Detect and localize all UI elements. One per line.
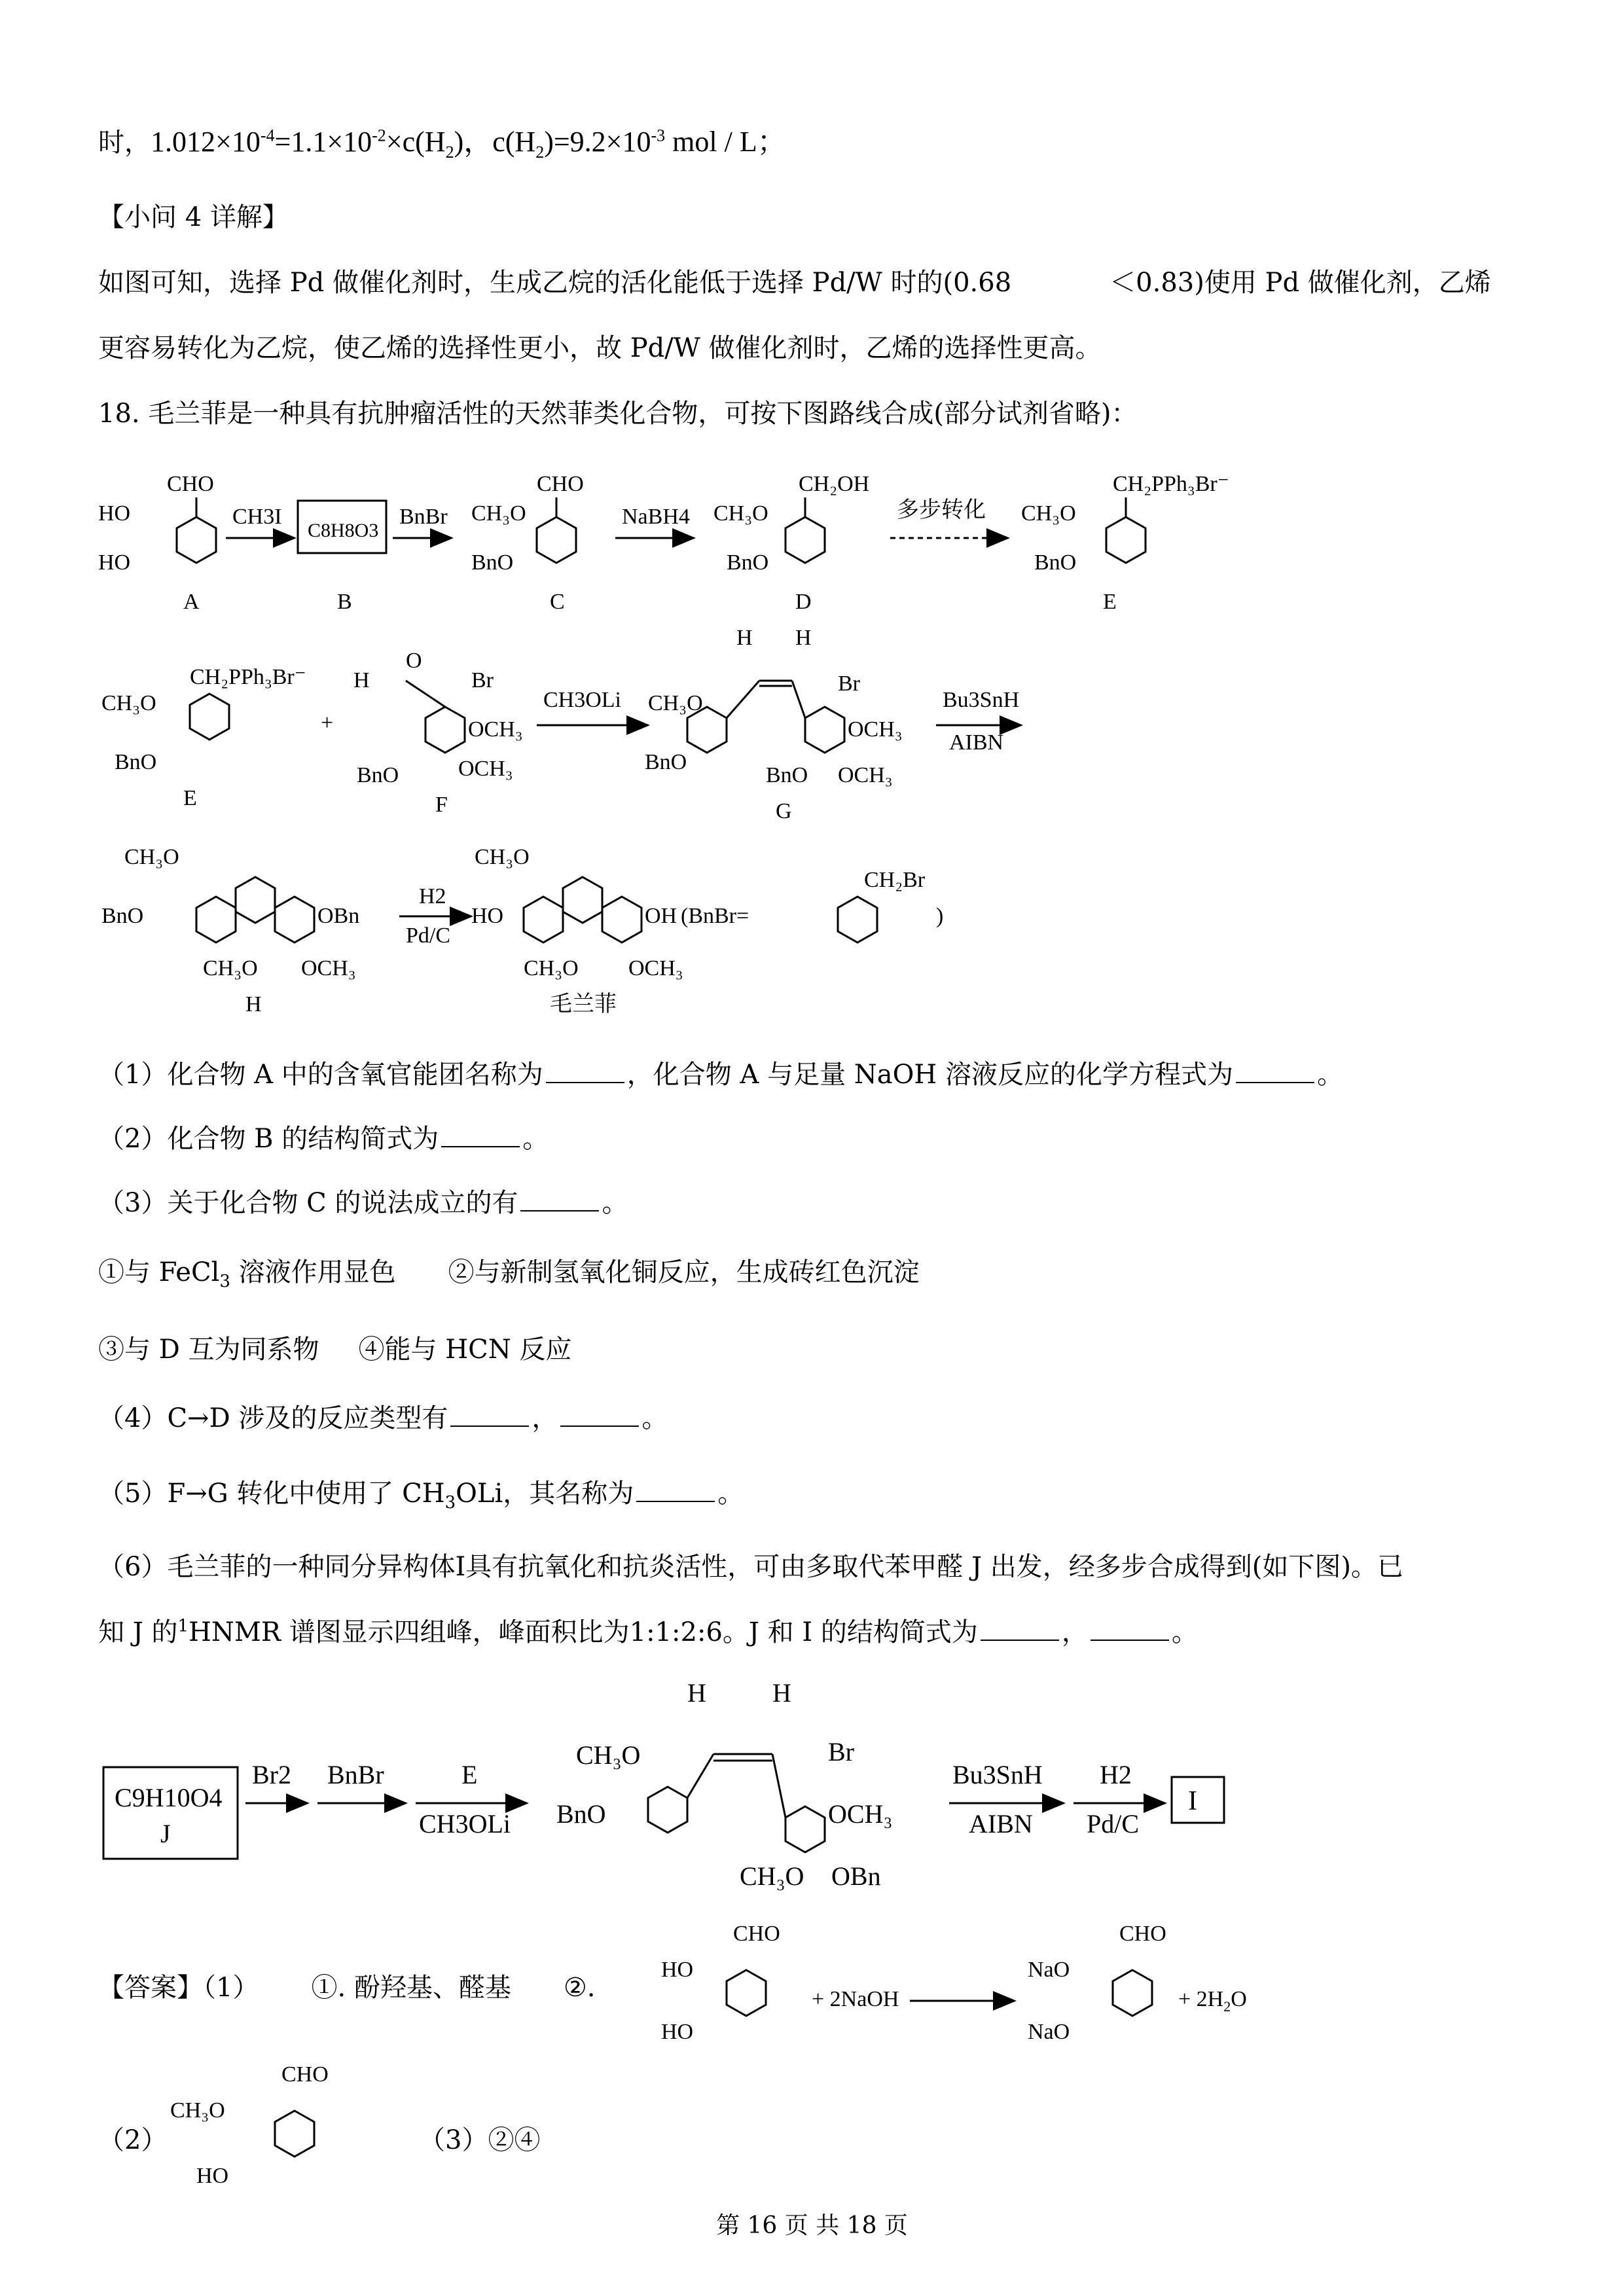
G-och3b: OCH₃ [848, 717, 903, 742]
I-label: I [1188, 1786, 1197, 1816]
ring-H3 [275, 897, 314, 942]
ring-C [537, 517, 576, 563]
text: ④能与 HCN 反应 [358, 1335, 572, 1365]
M-och3b: OCH₃ [628, 956, 683, 980]
ring-M2 [563, 877, 602, 923]
s2-h1: H [687, 1678, 706, 1708]
eq: =1.1×10 [274, 126, 372, 158]
ans2-cho: CHO [281, 2062, 329, 2087]
E2-bno: BnO [115, 750, 157, 774]
sub: 2 [535, 142, 545, 162]
reagent-aibn: AIBN [949, 730, 1004, 755]
F-och3b: OCH₃ [458, 757, 513, 781]
label-B: B [337, 590, 352, 614]
text: （4）C→D 涉及的反应类型有 [98, 1403, 448, 1433]
G-och3: CH₃O [648, 691, 703, 715]
G-bno2: BnO [766, 763, 808, 787]
ring-H1 [196, 897, 236, 942]
label-E2: E [183, 786, 197, 810]
q5-line: （5）F→G 转化中使用了 $CH_3OLi$，其名称为 。 [98, 1479, 744, 1513]
ring-ans2 [1113, 1970, 1152, 2016]
D-ch2oh: CH₂OH [799, 472, 870, 496]
A-cho: CHO [167, 472, 214, 496]
J-formula: C9H10O4 [115, 1783, 223, 1812]
eq: )=9.2×10 [544, 126, 651, 158]
H-obn: OBn [317, 904, 360, 928]
reagent-bnbr: BnBr [399, 505, 448, 529]
s2-bno: BnO [556, 1799, 606, 1829]
ans-plus-h2o: + $2H_2O$ [1178, 1987, 1247, 2015]
reagent-bnbr2: BnBr [327, 1760, 384, 1789]
text: ③与 D 互为同系物 [98, 1335, 319, 1365]
text: HNMR 谱图显示四组峰，峰面积比为1:1:2:6。J 和 I 的结构简式为 [189, 1617, 978, 1647]
exp: -4 [260, 126, 275, 145]
G-h1: H [736, 626, 753, 650]
reagent-bu3snh2: Bu3SnH [952, 1760, 1043, 1789]
text: 【答案】（1） [98, 1973, 259, 2003]
subq4-text2: 更容易转化为乙烷，使乙烯的选择性更小，故 Pd/W 做催化剂时，乙烯的选择性更高。 [98, 333, 1102, 363]
reagent-h2b: H2 [1100, 1760, 1132, 1789]
text: （3）关于化合物 C 的说法成立的有 [98, 1188, 518, 1218]
F-h: H [353, 668, 370, 692]
reagent-aibn2: AIBN [969, 1809, 1033, 1839]
ans2-och3: CH₃O [170, 2098, 225, 2123]
G-h2: H [795, 626, 812, 650]
eq: 1.012×10 [151, 126, 261, 158]
ans-ho1: HO [661, 1958, 694, 1982]
D-och3: CH₃O [713, 501, 768, 526]
text: 知 J 的 [98, 1617, 178, 1647]
text: （2）化合物 B 的结构简式为 [98, 1124, 439, 1154]
s2-och3: CH₃O [576, 1740, 641, 1770]
reagent-multistep: 多步转化 [897, 498, 986, 522]
s2-h2: H [772, 1678, 791, 1708]
reagent-pdc2: Pd/C [1087, 1809, 1140, 1839]
reagent-ch3i: CH3I [232, 505, 282, 529]
label-E: E [1103, 590, 1117, 614]
q6-line2: 知 J 的$^1$HNMR 谱图显示四组峰，峰面积比为1:1:2:6。J 和 I 的结构简式为 ， 。 [98, 1616, 1198, 1647]
M-ho: HO [471, 904, 504, 928]
subq4-header: 【小问 4 详解】 [98, 202, 289, 232]
J-label: J [160, 1819, 171, 1848]
label-G: G [776, 799, 792, 823]
E-och3: CH₃O [1021, 501, 1076, 526]
ring-F [425, 707, 465, 753]
reagent-nabh4: NaBH4 [622, 505, 690, 529]
bnbr-ch2br: CH₂Br [864, 868, 926, 892]
q6-line1: （6）毛兰菲的一种同分异构体I具有抗氧化和抗炎活性，可由多取代苯甲醛 J 出发，经多步合成得到(如下图)。已 [98, 1552, 1403, 1582]
eq: mol / L； [665, 126, 786, 158]
text: ②. [563, 1973, 596, 2003]
reagent-ch3oli2: CH3OLi [419, 1809, 511, 1839]
ring-s2b [785, 1806, 825, 1852]
q3-line: （3）关于化合物 C 的说法成立的有 。 [98, 1188, 628, 1218]
reagent-bu3snh: Bu3SnH [943, 688, 1020, 712]
s2-ch3o: CH₃O [740, 1861, 804, 1891]
ans-cho: CHO [733, 1922, 780, 1946]
text: ，化合物 A 与足量 NaOH 溶液反应的化学方程式为 [626, 1060, 1234, 1090]
text: 时， [98, 128, 151, 158]
D-bno: BnO [727, 550, 769, 575]
ans-nao1: NaO [1028, 1958, 1070, 1982]
bnbr-def: (BnBr= [681, 904, 749, 928]
reagent-pdc: Pd/C [406, 924, 451, 948]
A-ho1: HO [98, 501, 131, 526]
ans-plus-naoh: + 2NaOH [812, 1987, 899, 2011]
text: ②与新制氢氧化铜反应，生成砖红色沉淀 [448, 1257, 920, 1287]
eq: c(H [492, 126, 536, 158]
eq: )， [454, 126, 493, 158]
G-bno: BnO [645, 750, 687, 774]
text: ①与 FeCl [98, 1257, 220, 1287]
ans-nao2: NaO [1028, 2020, 1070, 2044]
text: （5）F→G 转化中使用了 CH [98, 1479, 445, 1509]
C-och3: CH₃O [471, 501, 526, 526]
ans-cho2: CHO [1119, 1922, 1166, 1946]
H-och3b: OCH₃ [301, 956, 356, 980]
F-bno: BnO [357, 763, 399, 787]
H-och3: CH₃O [124, 845, 179, 869]
q2-line: （2）化合物 B 的结构简式为 。 [98, 1124, 549, 1154]
C-cho: CHO [537, 472, 584, 496]
s2-obn: OBn [831, 1861, 881, 1891]
M-oh: OH [645, 904, 677, 928]
answer-part3: （3）②④ [419, 2125, 541, 2155]
text: 如图可知，选择 Pd 做催化剂时，生成乙烷的活化能低于选择 Pd/W 时的(0.68 [98, 268, 1012, 298]
E-ch2pph3: CH₂PPh₃Br⁻ [1113, 472, 1229, 496]
text: （1）化合物 A 中的含氧官能团名称为 [98, 1060, 543, 1090]
sub: 2 [445, 142, 454, 162]
eq: ×c(H [386, 126, 446, 158]
bnbr-close: ) [936, 904, 944, 928]
F-och3a: OCH₃ [468, 717, 523, 742]
ring-s2a [648, 1787, 687, 1833]
text: ＜0.83) [1110, 268, 1204, 298]
ring-M3 [602, 897, 641, 942]
H-bno: BnO [101, 904, 144, 928]
label-maolanfei: 毛兰菲 [550, 992, 617, 1016]
M-ch3o: CH₃O [524, 956, 579, 980]
C-bno: BnO [471, 550, 514, 575]
page-footer: 第 16 页 共 18 页 [716, 2212, 908, 2239]
A-ho2: HO [98, 550, 131, 575]
label-C: C [550, 590, 565, 614]
F-o: O [406, 649, 422, 673]
text: OLi，其名称为 [456, 1479, 634, 1509]
box-I [1172, 1777, 1224, 1823]
ring-bnbr [838, 897, 877, 942]
G-br: Br [838, 672, 860, 696]
ring-M1 [524, 897, 563, 942]
ring-A [177, 517, 216, 563]
F-br: Br [471, 668, 494, 692]
ring-E [1106, 517, 1146, 563]
M-och3: CH₃O [475, 845, 530, 869]
H-ch3o: CH₃O [203, 956, 258, 980]
ans2-ho: HO [196, 2164, 229, 2188]
q1-line: （1）化合物 A 中的含氧官能团名称为 ，化合物 A 与足量 NaOH 溶液反应的化学方程式为 。 [98, 1060, 1344, 1090]
ring-E2 [190, 694, 229, 740]
reagent-ch3oli: CH3OLi [543, 688, 621, 712]
G-och3c: OCH₃ [838, 763, 893, 787]
exp: -3 [651, 126, 666, 145]
q18-intro: 18. 毛兰菲是一种具有抗肿瘤活性的天然菲类化合物，可按下图路线合成(部分试剂省略)： [98, 399, 1138, 429]
ring-D [785, 517, 825, 563]
s2-och3b: OCH₃ [828, 1799, 893, 1829]
ring-H2 [236, 877, 275, 923]
ans-ho2: HO [661, 2020, 694, 2044]
reagent-br2: Br2 [252, 1760, 291, 1789]
answer-part2: （2） [98, 2125, 168, 2155]
label-A: A [183, 590, 200, 614]
s2-br: Br [828, 1737, 854, 1767]
B-formula: C8H8O3 [308, 520, 379, 541]
E2-ch2pph3: CH₂PPh₃Br⁻ [190, 665, 306, 689]
reagent-h2: H2 [419, 884, 446, 908]
E2-och3: CH₃O [101, 691, 156, 715]
plus-sign: + [321, 711, 334, 735]
q3-options-1: ①与 FeCl$_3$ 溶液作用显色 ②与新制氢氧化铜反应，生成砖红色沉淀 [98, 1257, 920, 1291]
text: 溶液作用显色 [230, 1257, 396, 1287]
q4-line: （4）C→D 涉及的反应类型有 ， 。 [98, 1403, 668, 1433]
exp: -2 [372, 126, 386, 145]
ring-ans3 [275, 2111, 314, 2157]
reagent-E: E [461, 1760, 478, 1789]
label-D: D [795, 590, 812, 614]
ring-ans1 [727, 1970, 766, 2016]
text: 使用 Pd 做催化剂，乙烯 [1204, 268, 1491, 298]
text: ①. 酚羟基、醛基 [311, 1973, 511, 2003]
ring-G2 [805, 707, 844, 753]
label-H: H [245, 992, 262, 1016]
label-F: F [435, 793, 448, 817]
E-bno: BnO [1034, 550, 1077, 575]
